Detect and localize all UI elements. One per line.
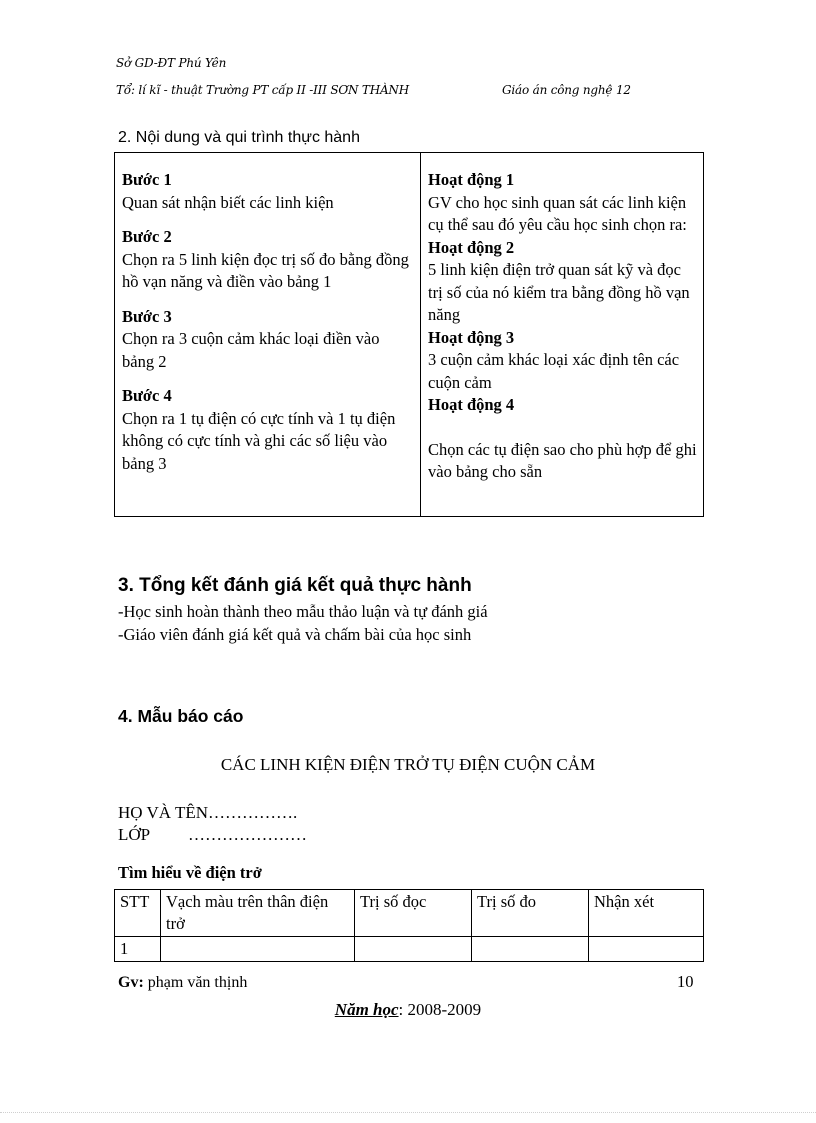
activity-2-text: 5 linh kiện điện trở quan sát kỹ và đọc trị số của nó kiểm tra bằng đồng hồ vạn năng — [428, 260, 690, 324]
table-row — [115, 937, 704, 962]
year-value: : 2008-2009 — [398, 1000, 482, 1019]
class-label: LỚP — [118, 825, 151, 844]
activity-1-title: Hoạt động 1 — [428, 170, 515, 189]
activity-2-title: Hoạt động 2 — [428, 237, 515, 257]
step-1-title: Bước 1 — [122, 170, 172, 189]
th-stt: STT — [115, 890, 161, 937]
teacher-name: phạm văn thịnh — [147, 974, 248, 991]
class-field: ………………… — [188, 825, 307, 844]
th-measured-value: Trị số đo — [472, 890, 589, 937]
header-school: Tổ: lí kĩ - thuật Trường PT cấp II -III SƠN THÀNH — [116, 83, 409, 97]
resistor-table — [114, 889, 704, 962]
resistor-heading: Tìm hiểu về điện trở — [118, 863, 262, 882]
cell-remarks — [589, 937, 704, 962]
header-lesson-plan: Giáo án công nghệ 12 — [502, 83, 631, 97]
step-4-text: Chọn ra 1 tụ điện có cực tính và 1 tụ điện không có cực tính và ghi các số liệu vào bảng 3 — [122, 408, 396, 473]
teacher-line — [118, 974, 247, 992]
page-bottom-rule — [0, 1112, 816, 1113]
cell-measured-value — [472, 937, 589, 962]
th-remarks: Nhận xét — [589, 890, 704, 937]
page-number: 10 — [677, 972, 694, 991]
step-1-text: Quan sát nhận biết các linh kiện — [122, 192, 334, 212]
section-2-title: 2. Nội dung và qui trình thực hành — [118, 129, 360, 146]
activity-3-text: 3 cuộn cảm khác loại xác định tên các cuộn cảm — [428, 350, 680, 392]
activity-3-title: Hoạt động 3 — [428, 327, 515, 347]
section-3-title: 3. Tổng kết đánh giá kết quả thực hành — [118, 575, 472, 596]
activities-column — [421, 153, 704, 517]
th-color-bands: Vạch màu trên thân điện trở — [161, 890, 355, 937]
procedure-table — [114, 152, 704, 517]
summary-line-2: -Giáo viên đánh giá kết quả và chấm bài của học sinh — [118, 625, 472, 644]
student-name-field: HỌ VÀ TÊN……………. — [118, 803, 298, 822]
year-label: Năm học — [334, 1000, 399, 1019]
table-header-row — [115, 890, 704, 937]
th-read-value: Trị số đọc — [355, 890, 472, 937]
summary-line-1: -Học sinh hoàn thành theo mẫu thảo luận và tự đánh giá — [118, 602, 488, 621]
step-3-title: Bước 3 — [122, 306, 172, 326]
step-3-text: Chọn ra 3 cuộn cảm khác loại điền vào bảng 2 — [122, 329, 380, 371]
section-4-title: 4. Mẫu báo cáo — [118, 706, 244, 726]
header-department: Sở GD-ĐT Phú Yên — [116, 56, 227, 70]
cell-stt: 1 — [115, 937, 161, 962]
teacher-label: Gv: — [118, 974, 144, 991]
step-2-text: Chọn ra 5 linh kiện đọc trị số đo bằng đồng hồ vạn năng và điền vào bảng 1 — [122, 249, 409, 291]
report-title: CÁC LINH KIỆN ĐIỆN TRỞ TỤ ĐIỆN CUỘN CẢM — [220, 755, 596, 774]
cell-read-value — [355, 937, 472, 962]
activity-4-title: Hoạt động 4 — [428, 395, 515, 414]
step-4-title: Bước 4 — [122, 386, 172, 405]
step-2-title: Bước 2 — [122, 227, 172, 246]
steps-column — [115, 153, 421, 517]
academic-year — [0, 1000, 816, 1020]
activity-4-text: Chọn các tụ điện sao cho phù hợp để ghi vào bảng cho sẵn — [428, 439, 697, 481]
activity-1-text: GV cho học sinh quan sát các linh kiện cụ thể sau đó yêu cầu học sinh chọn ra: — [428, 192, 687, 234]
cell-color-bands — [161, 937, 355, 962]
